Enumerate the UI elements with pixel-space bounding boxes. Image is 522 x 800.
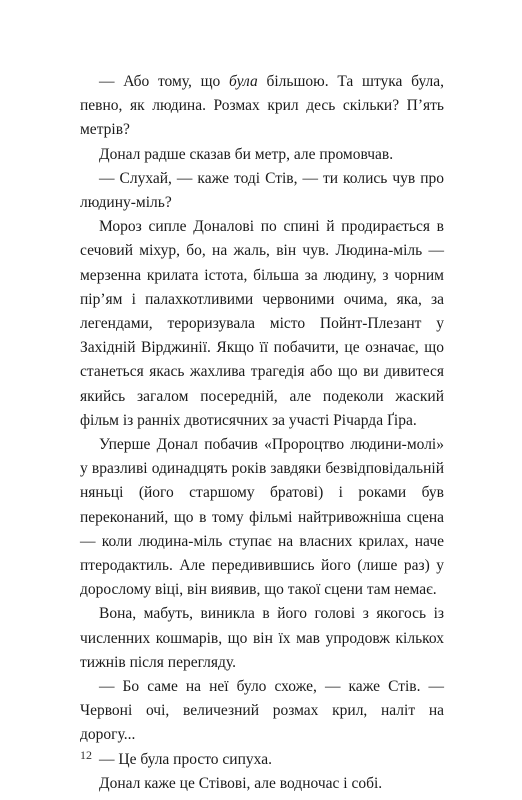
paragraph: — Слухай, — каже тоді Стів, — ти колись чув про людину-міль? [80,169,444,212]
paragraph: — Це була просто сипуха. [99,750,272,768]
paragraph: Вона, мабуть, виникла в його голові з якогось із численних кошмарів, що він їх мав упродовж кількох тижнів після перегляду. [80,605,444,671]
paragraph: — Бо саме на неї було схоже, — каже Стів. — Червоні очі, величезний розмах крил, наліт на дорогу... [80,678,444,744]
emphasis: була [229,73,258,90]
paragraph: Донал каже це Стівові, але водночас і собі. [99,774,383,792]
page-number: 12 [80,748,92,762]
paragraph: — Або тому, що була більшою. Та штука була, певно, як людина. Розмах крил десь скільки? П’ять метрів? [80,73,444,139]
paragraph: Мороз сипле Доналові по спині й продирається в сечовий міхур, бо, на жаль, він чув. Людина-міль — мерзенна крилата істота, більша за людину, з чорним пір’ям і палахкотливими червоними очима, яка, за легендами, тероризувала місто Пойнт-Плезант у Західній Вірджинії. Якщо її побачити, це означає, що станеться якась жахлива трагедія або що ви дивитеся якийсь загалом посередній, але подеколи жаский фільм із ранніх двотисячних за участі Річарда Ґіра. [80,218,444,429]
paragraph: Уперше Донал побачив «Пророцтво людини-молі» у вразливі одинадцять років завдяки безвідповідальній няньці (його старшому братові) і роками був переконаний, що в тому фільмі найтривожніша сцена — коли людина-міль ступає на власних крилах, наче птеродактиль. Але передивившись його (лише раз) у дорослому віці, він виявив, що такої сцени там немає. [80,436,444,599]
paragraph: Донал радше сказав би метр, але промовчав. [99,145,394,163]
body-text [80,70,444,796]
